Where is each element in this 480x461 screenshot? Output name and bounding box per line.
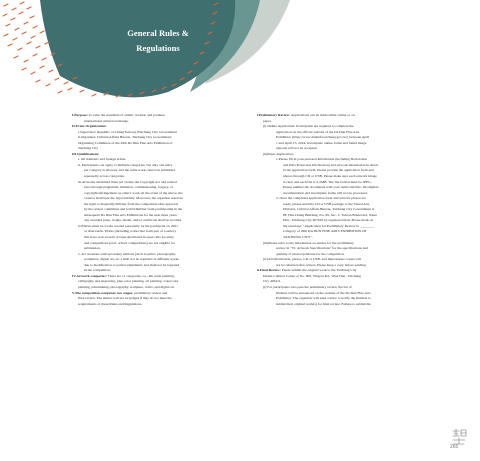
right-column-line: Division, Cultural Affairs Bureau, Taichung City Government at — [283, 207, 375, 212]
right-column-line: is clear and each file is 2-5MB. The file format must be JPEG. — [283, 179, 372, 184]
left-column-line: ii. Participants can apply to multiple categories, but only one entry — [78, 162, 173, 167]
right-column-line: application on the official website of the Da Dun Fine Arts — [276, 129, 360, 134]
right-column-line: 1.Please fill in your personal information (including Declaration — [276, 157, 368, 162]
right-column-line: (iii)Please refer to the information on entries for the preliminary — [263, 240, 354, 245]
page-title — [108, 26, 208, 56]
right-column-line: 1 and April 15, 2024. Incomplete online forms and failed image — [276, 140, 367, 145]
section-heading: II.Event Organization: — [72, 124, 107, 129]
left-column-line: Taichung City — [78, 146, 99, 151]
left-column-line: Organizing Committee of the 29th Da Dun Fine Arts Exhibition of — [78, 140, 173, 145]
right-text-column — [257, 113, 427, 307]
right-column-line: quantity of photos/printouts for the competition. — [276, 251, 345, 256]
left-text-column — [72, 113, 242, 307]
left-column-line: v. Art creations with secondary editions (such as prints, photography, — [78, 251, 176, 256]
left-column-line: ii.Organizer: Cultural Affairs Bureau, Taichung City Government; — [78, 135, 172, 140]
left-column-line: laws through plagiarism, imitation, commissioning, forgery, or — [84, 185, 173, 190]
right-column-line: City 403411. — [263, 279, 282, 284]
left-column-line: due to modification or partial adjustment, and shall not be repeated — [84, 262, 180, 267]
right-column-line: Category of 29th DA DUN FINE ARTS EXHIBITION OF — [283, 229, 367, 234]
seal-mark — [450, 428, 468, 454]
right-column-line: Please number the documents with your name and title. Incomplete — [283, 185, 379, 190]
left-column-line: calligraphy and engraving, glue color painting, oil painting, watercolor — [78, 279, 179, 284]
right-column-line: (i) Online Application: Participants are required to complete the — [263, 124, 354, 129]
left-column-line: i.Supervisor: Republic of China(Taiwan) (Taichung City Government — [78, 129, 177, 134]
right-column-line: 8F, Hui-Chung Building, No. 99, Sec. 3, Taiwan Boulevard, Xitun — [283, 212, 377, 217]
right-column-line: documentation and incomplete forms will not be processed. — [283, 190, 368, 195]
section-heading: I.Purpose: — [72, 113, 88, 117]
page-title-line-2: Regulations — [136, 43, 180, 53]
right-column-line: (ii)Paper Application: — [263, 151, 294, 156]
right-column-line: Exhibition (https://www.dadunfa.taichung.gov.tw/) between April — [276, 135, 370, 140]
left-column-line: iv.Entries must be works created personally by the participant on 2021 — [78, 223, 178, 228]
left-column-line: i. All domestic and foreign artists. — [78, 157, 127, 162]
section-heading: IV.Artwork categories: — [72, 273, 107, 278]
right-column-line: Dist., Taichung City 407610 by registered mail. Please mark on — [283, 218, 374, 223]
left-column-line: sculptures, digital art, etc.) shall not be regarded as different works — [84, 257, 179, 262]
left-column-line: submission. — [84, 246, 101, 251]
left-column-line: copyright infringement on other's work. In the event of the above, the — [84, 190, 183, 195]
left-column-line: final review. The entries will not be judged if they do not meet the — [78, 296, 172, 301]
page-number: 265 — [450, 444, 459, 450]
right-column-line: (iv)All information, photos, CD or USB, and impressions copies will — [263, 257, 361, 262]
right-column-line: not be returned after review. Please keep a copy before sending. — [276, 262, 367, 267]
left-column-line: per category is allowed, and the same work cannot be submitted — [84, 168, 175, 173]
section-text: Please submit the original work to the Taichung City — [280, 268, 357, 273]
section-text: To raise the standards of artistic creation and promote — [87, 113, 165, 117]
right-column-line: 2. Once the completed application form and artwork photos are — [276, 196, 366, 201]
right-column-line: ready, please send the CD or USB package to the Visual Arts — [283, 201, 370, 206]
left-column-line: iii.Artworks submitted must not violate the Copyright Act and related — [78, 179, 177, 184]
left-column-line: any awarded prize, trophy, medal, and/or certificate shall be recalled. — [84, 218, 182, 223]
section-text: preliminary review and — [133, 290, 168, 295]
left-column-line: or afterwards. Works (including works that form part of a series) — [84, 229, 176, 234]
left-column-line: international cultural exchange. — [84, 118, 129, 123]
section-text: Applications can be made either online or on — [290, 113, 355, 117]
page-title-line-1: General Rules & — [127, 28, 189, 38]
section-heading: i.Preliminary Review: — [257, 113, 291, 117]
right-column-line: the envelope: "Application for Preliminary Review in ________ — [283, 223, 375, 228]
right-column-line: uploads will not be accepted. — [276, 146, 318, 151]
right-column-line: finalists will be announced on the website of the Da Dun Fine Arts — [276, 290, 371, 295]
right-column-line: TAICHUNG CITY". — [283, 235, 313, 240]
left-column-line: violator shall bear the legal liability. Moreover, the organizer reserves — [84, 196, 183, 201]
left-column-line: and competitions (excl. school competitions) are not eligible for — [84, 240, 175, 245]
left-column-line: requirements of these Rules and Regulations. — [78, 301, 143, 306]
left-column-line: in the competition. — [84, 268, 111, 273]
section-heading: ii.Final Review: — [257, 268, 281, 273]
left-column-line: that have won awards or been shortlisted in open calls for entry — [84, 235, 174, 240]
right-column-line: and Data Protection Declaration) and artwork information in detail — [283, 162, 378, 167]
right-column-line: (i) For participants who pass the preliminary review, the list of — [263, 284, 352, 289]
right-column-line: paper. — [263, 118, 272, 123]
right-column-line: review in "VI. Artwork Specifications" for the specifications and — [276, 246, 369, 251]
left-column-line: by the review committee and forbid him/her from participating in the — [84, 207, 183, 212]
section-heading: III.Qualifications: — [72, 151, 100, 156]
right-column-line: photos through CD or USB. Please make sure each artwork image — [283, 174, 377, 179]
right-column-line: Dadun Cultural Center at No. 600, Yingcai Rd., West Dist., Taichung — [263, 273, 361, 278]
header-decoration — [0, 0, 480, 100]
right-column-line: in the application form. Please provide the application form and — [283, 168, 374, 173]
left-column-line: subsequent Da Dun Fine Arts Exhibitions for the next three years; — [84, 212, 178, 217]
right-column-line: submit their original work(s) for final review. Failure to submit the — [276, 301, 371, 306]
left-column-line: repeatedly across categories. — [84, 174, 125, 179]
section-text: There are 11 categories, i.e., ink wash painting, — [106, 273, 175, 278]
section-heading: V.The competition comprises two stages: — [72, 290, 134, 295]
left-column-line: painting, printmaking, photography, sculpture, crafts, and digital art. — [78, 284, 175, 289]
right-column-line: Exhibition. The organizer will send a letter to notify the finalists to — [276, 296, 371, 301]
left-column-line: the right to disqualify him/her from the competition after approval — [84, 201, 179, 206]
